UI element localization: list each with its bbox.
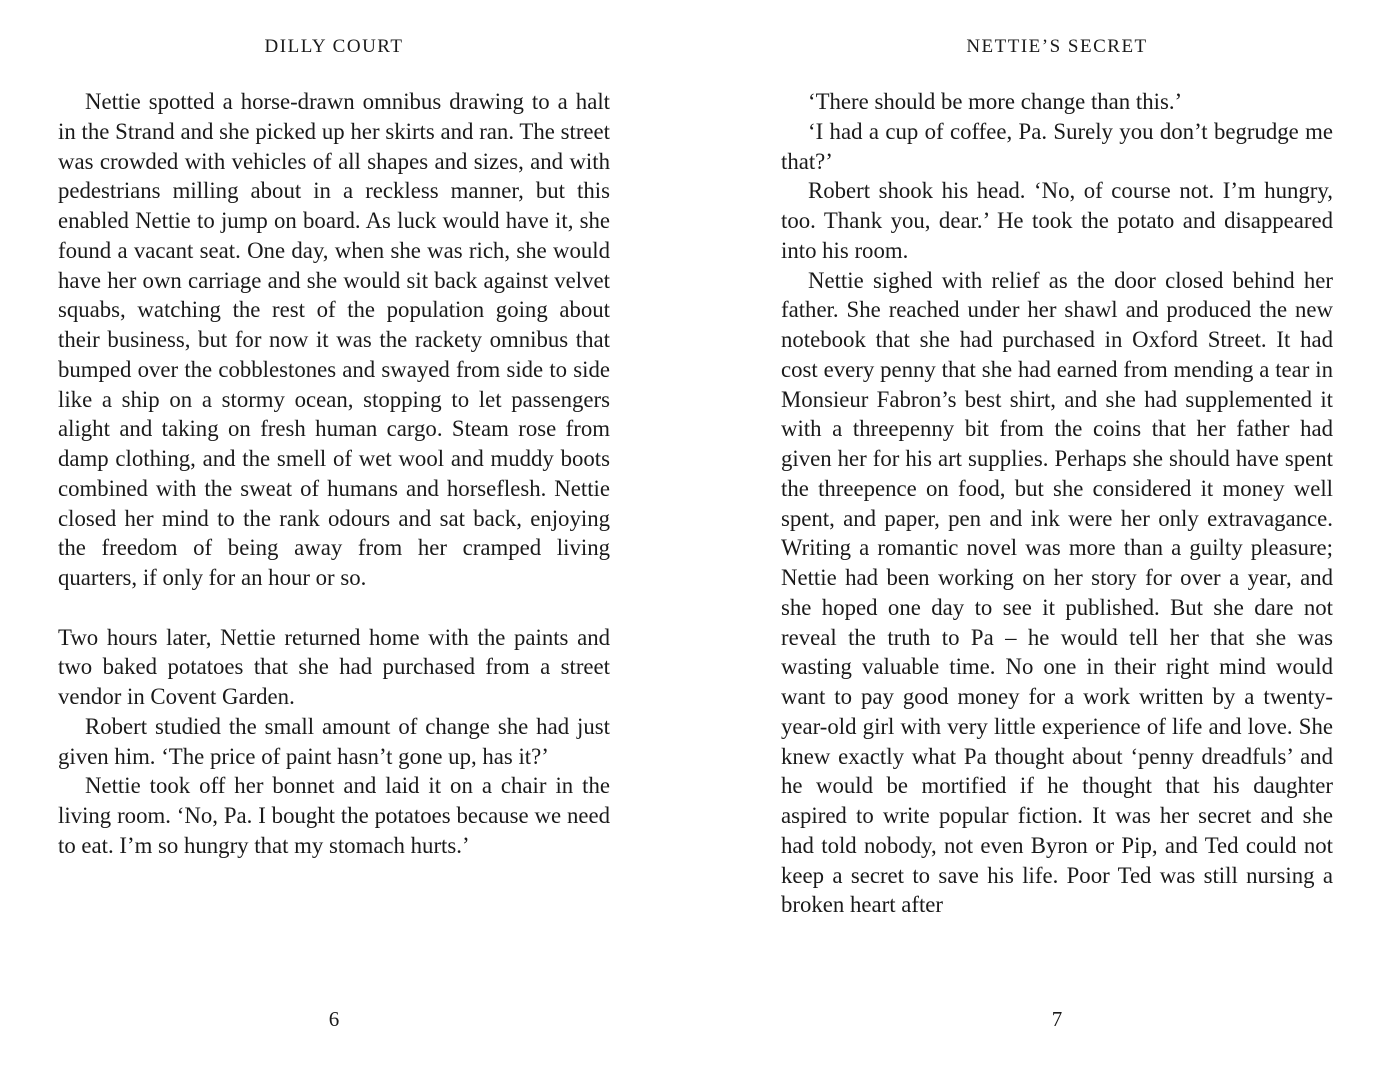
running-head-author: DILLY COURT (264, 36, 404, 57)
paragraph: Two hours later, Nettie returned home with the paints and two baked potatoes that she had purchased from a street vendor in Covent Garden. (58, 624, 610, 709)
paragraph: Robert studied the small amount of change she had just given him. ‘The price of paint hasn’t gone up, has it?’ (58, 713, 610, 769)
paragraph: ‘There should be more change than this.’ (808, 89, 1183, 114)
paragraph: Nettie took off her bonnet and laid it on a chair in the living room. ‘No, Pa. I bought the potatoes because we need to eat. I’m so hungry that my stomach hurts.’ (58, 773, 610, 858)
paragraph: Nettie spotted a horse-drawn omnibus drawing to a halt in the Strand and she picked up her skirts and ran. The street was crowded with vehicles of all shapes and sizes, and with pedestrians milling about in a reckless manner, but this enabled Nettie to jump on board. As luck would have it, she found a vacant seat. One day, when she was rich, she would have her own carriage and she would sit back against velvet squabs, watching the rest of the population going about their business, but for now it was the rackety omnibus that bumped over the cobblestones and swayed from side to side like a ship on a stormy ocean, stopping to let passengers alight and taking on fresh human cargo. Steam rose from damp clothing, and the smell of wet wool and muddy boots combined with the sweat of humans and horseflesh. Nettie closed her mind to the rank odours and sat back, enjoying the freedom of being away from her cramped living quarters, if only for an hour or so. (58, 89, 610, 590)
left-page-body (58, 87, 610, 861)
right-page (781, 0, 1333, 1080)
paragraph: Nettie sighed with relief as the door closed behind her father. She reached under her shawl and produced the new notebook that she had purchased in Oxford Street. It had cost every penny that she had earned from mending a tear in Monsieur Fabron’s best shirt, and she had supplemented it with a threepenny bit from the coins that her father had given her for his art supplies. Perhaps she should have spent the threepence on food, but she considered it money well spent, and paper, pen and ink were her only extravagance. Writing a romantic novel was more than a guilty pleasure; Nettie had been working on her story for over a year, and she hoped one day to see it published. But she dare not reveal the truth to Pa – he would tell her that she was wasting valuable time. No one in their right mind would want to pay good money for a work written by a twenty-year-old girl with very little experience of life and love. She knew exactly what Pa thought about ‘penny dreadfuls’ and he would be mortified if he thought that his daughter aspired to write popular fiction. It was her secret and she had told nobody, not even Byron or Pip, and Ted could not keep a secret to save his life. Poor Ted was still nursing a broken heart after (781, 267, 1333, 918)
page-number: 7 (1051, 1007, 1063, 1031)
paragraph: ‘I had a cup of coffee, Pa. Surely you don’t begrudge me that?’ (781, 118, 1333, 174)
right-page-body (781, 87, 1333, 920)
page-number: 6 (328, 1007, 340, 1031)
running-head-title: NETTIE’S SECRET (966, 36, 1148, 57)
left-page (58, 0, 610, 1080)
paragraph: Robert shook his head. ‘No, of course not. I’m hungry, too. Thank you, dear.’ He took the potato and disappeared into his room. (781, 178, 1333, 263)
